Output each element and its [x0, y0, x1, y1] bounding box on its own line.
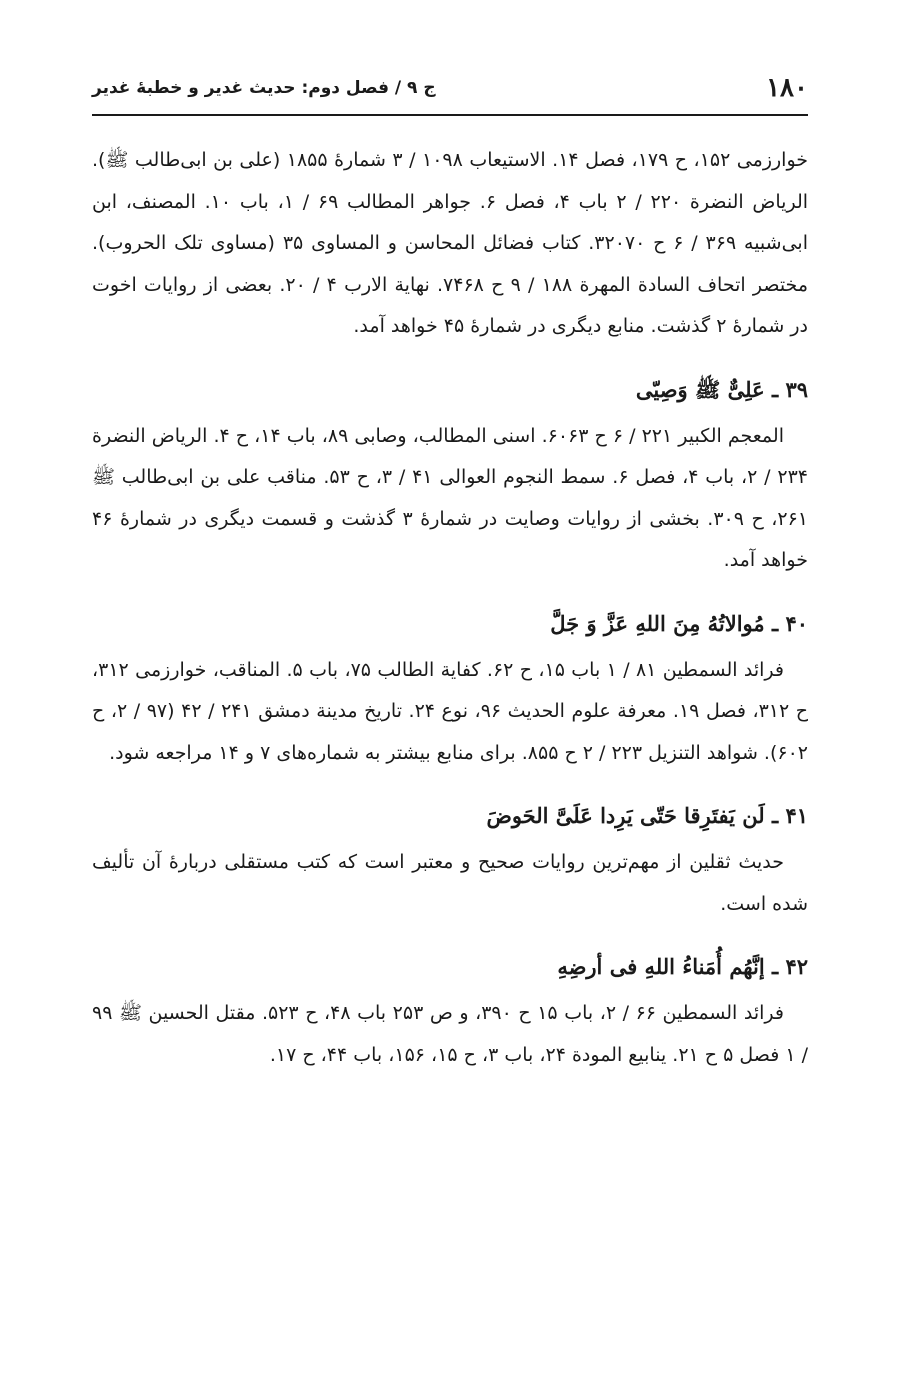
section-40-title: ۴۰ ـ مُوالاتُهُ مِنَ اللهِ عَزَّ وَ جَلَّ	[550, 610, 808, 636]
section-42-body: فرائد السمطین ۶۶ / ۲، باب ۱۵ ح ۳۹۰، و ص ۲۵۳ باب ۴۸، ح ۵۲۳. مقتل الحسین ﷺ ۹۹ / ۱ فصل ۵ ح ۲۱. ینابیع المودة ۲۴، باب ۳، ح ۱۵، ۱۵۶، باب ۴۴، ح ۱۷.	[92, 1002, 808, 1066]
page-content	[92, 140, 808, 1080]
section-42-title: ۴۲ ـ إنَّهُم أُمَناءُ اللهِ فی أرضِهِ	[557, 954, 808, 979]
section-41-title: ۴۱ ـ لَن یَفتَرِقا حَتّی یَرِدا عَلَیَّ الحَوضَ	[486, 803, 808, 828]
section-39-title: ۳۹ ـ عَلِیٌّ ﷺ وَصِیّی	[635, 376, 808, 402]
intro-paragraph: خوارزمی ۱۵۲، ح ۱۷۹، فصل ۱۴. الاستیعاب ۱۰۹۸ / ۳ شمارهٔ ۱۸۵۵ (علی بن ابی‌طالب ﷺ). الریاض النضرة ۲۲۰ / ۲ باب ۴، فصل ۶. جواهر المطالب ۶۹ / ۱، باب ۱۰. المصنف، ابن ابی‌شبیه ۳۶۹ / ۶ ح ۳۲۰۷۰. کتاب فضائل المحاسن و المساوی ۳۵ (مساوی تلک الحروب). مختصر اتحاف السادة المهرة ۱۸۸ / ۹ ح ۷۴۶۸. نهایة الارب ۴ / ۲۰. بعضی از روایات اخوت در شمارهٔ ۲ گذشت. منابع دیگری در شمارهٔ ۴۵ خواهد آمد.	[92, 149, 809, 337]
running-title: ج ۹ / فصل دوم: حدیث غدیر و خطبهٔ غدیر	[92, 78, 436, 98]
section-41-body: حدیث ثقلین از مهم‌ترین روایات صحیح و معتبر است که کتب مستقلی دربارهٔ آن تألیف شده است.	[92, 851, 808, 915]
section-39-body: المعجم الکبیر ۲۲۱ / ۶ ح ۶۰۶۳. اسنی المطالب، وصابی ۸۹، باب ۱۴، ح ۴. الریاض النضرة ۲۳۴ / ۲، باب ۴، فصل ۶. سمط النجوم العوالی ۴۱ / ۳، ح ۵۳. مناقب علی بن ابی‌طالب ﷺ ۲۶۱، ح ۳۰۹. بخشی از روایات وصایت در شمارهٔ ۳ گذشت و قسمت دیگری در شمارهٔ ۴۶ خواهد آمد.	[92, 424, 808, 571]
page-header	[92, 62, 808, 116]
page-number: ۱۸۰	[766, 73, 808, 103]
section-40-body: فرائد السمطین ۸۱ / ۱ باب ۱۵، ح ۶۲. کفایة الطالب ۷۵، باب ۵. المناقب، خوارزمی ۳۱۲، ح ۳۱۲، فصل ۱۹. معرفة علوم الحدیث ۹۶، نوع ۲۴. تاریخ مدینة دمشق ۲۴۱ / ۴۲ (۹۷ / ۲، ح ۶۰۲). شواهد التنزیل ۲۲۳ / ۲ ح ۸۵۵. برای منابع بیشتر به شماره‌های ۷ و ۱۴ مراجعه شود.	[92, 658, 809, 764]
